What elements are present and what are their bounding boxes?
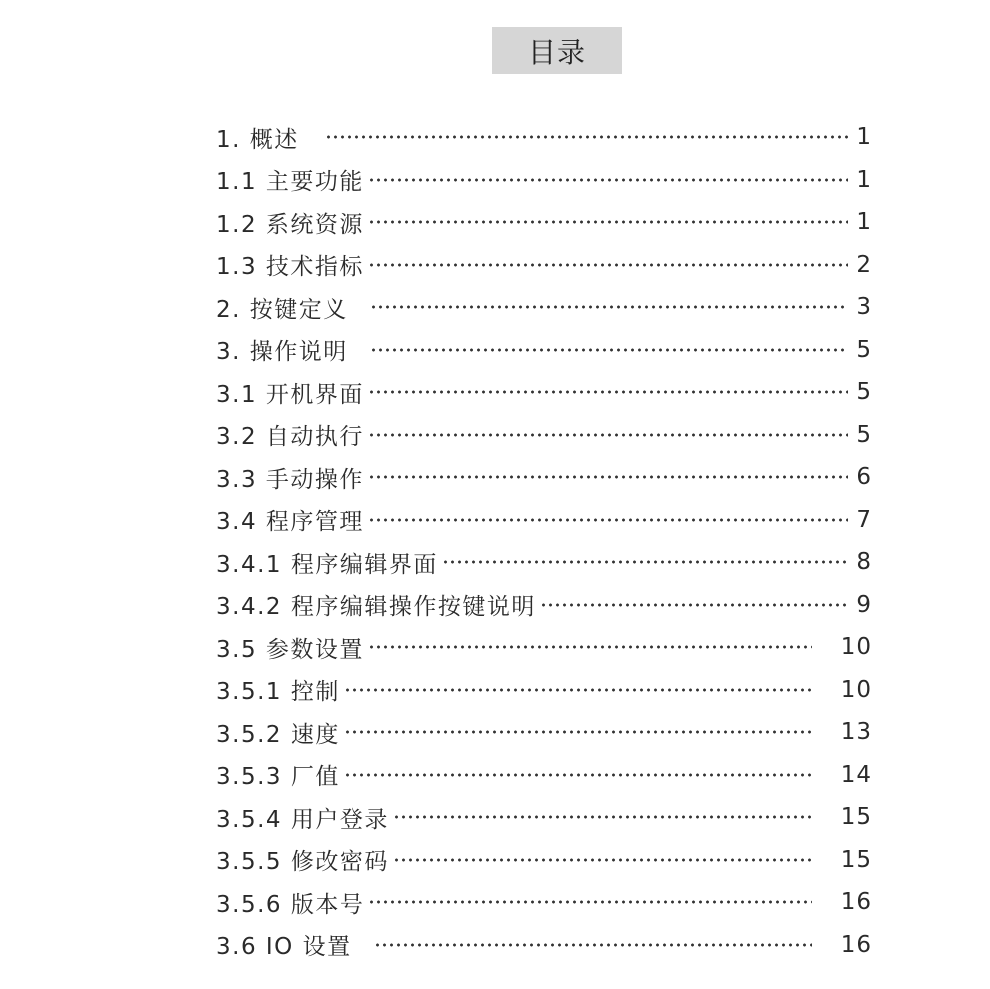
toc-dot-leader (368, 518, 848, 522)
toc-entry-page: 6 (856, 464, 872, 491)
toc-entry-label: 3.6 IO 设置 (216, 934, 352, 961)
toc-dot-leader (442, 560, 848, 564)
toc-entry[interactable] (216, 414, 872, 457)
toc-entry-page: 1 (856, 166, 872, 193)
toc-dot-leader (344, 730, 812, 734)
toc-entry-label: 3.4.2 程序编辑操作按键说明 (216, 594, 536, 621)
toc-entry-page: 15 (840, 804, 872, 831)
toc-entry[interactable] (216, 286, 872, 329)
toc-entry-page: 3 (856, 294, 872, 321)
toc-entry[interactable] (216, 371, 872, 414)
toc-entry-label: 3. 操作说明 (216, 339, 348, 366)
toc-entry-label: 1.2 系统资源 (216, 211, 364, 238)
toc-entry-page: 16 (840, 931, 872, 958)
toc-entry-label: 3.1 开机界面 (216, 381, 364, 408)
toc-entry[interactable] (216, 456, 872, 499)
toc-entry-label: 3.4.1 程序编辑界面 (216, 551, 438, 578)
toc-entry-label: 3.5.6 版本号 (216, 891, 365, 918)
toc-entry-page: 5 (856, 379, 872, 406)
toc-dot-leader (368, 220, 848, 224)
toc-entry-label: 3.5.2 速度 (216, 721, 340, 748)
toc-dot-leader (370, 348, 848, 352)
toc-dot-leader (325, 135, 848, 139)
toc-entry-page: 1 (856, 209, 872, 236)
toc-dot-leader (344, 688, 812, 692)
toc-entry[interactable] (216, 669, 872, 712)
toc-entry[interactable] (216, 924, 872, 967)
toc-entry-page: 16 (840, 889, 872, 916)
toc-dot-leader (368, 475, 848, 479)
toc-entry-page: 9 (856, 591, 872, 618)
toc-entry-label: 3.5.1 控制 (216, 679, 340, 706)
toc-entry-page: 10 (840, 634, 872, 661)
toc-entry-page: 7 (856, 506, 872, 533)
toc-entry-label: 3.5.5 修改密码 (216, 849, 389, 876)
toc-entry-page: 10 (840, 676, 872, 703)
toc-entry[interactable] (216, 754, 872, 797)
toc-entry-page: 13 (840, 719, 872, 746)
toc-entry[interactable] (216, 201, 872, 244)
toc-entry-label: 3.2 自动执行 (216, 424, 364, 451)
toc-entry[interactable] (216, 499, 872, 542)
toc-entry-page: 1 (856, 124, 872, 151)
toc-dot-leader (368, 433, 848, 437)
toc-dot-leader (374, 943, 812, 947)
toc-entry-label: 1.3 技术指标 (216, 254, 364, 281)
toc-entry-label: 3.5 参数设置 (216, 636, 364, 663)
toc-dot-leader (368, 645, 812, 649)
toc-entry-label: 3.5.3 厂值 (216, 764, 340, 791)
toc-entry-label: 2. 按键定义 (216, 296, 348, 323)
toc-entry[interactable] (216, 796, 872, 839)
toc-entry[interactable] (216, 159, 872, 202)
table-of-contents (216, 116, 872, 966)
toc-entry[interactable] (216, 116, 872, 159)
toc-entry-label: 1. 概述 (216, 126, 299, 153)
toc-entry-page: 2 (856, 251, 872, 278)
toc-entry[interactable] (216, 541, 872, 584)
toc-entry-page: 5 (856, 421, 872, 448)
toc-entry[interactable] (216, 881, 872, 924)
toc-title (492, 27, 622, 74)
toc-title-text: 目录 (527, 35, 586, 69)
toc-entry[interactable] (216, 839, 872, 882)
toc-entry-page: 15 (840, 846, 872, 873)
toc-entry-label: 3.4 程序管理 (216, 509, 364, 536)
toc-entry-label: 3.3 手动操作 (216, 466, 364, 493)
toc-entry[interactable] (216, 711, 872, 754)
toc-entry-page: 8 (856, 549, 872, 576)
toc-dot-leader (344, 773, 812, 777)
toc-dot-leader (540, 603, 848, 607)
toc-entry-label: 1.1 主要功能 (216, 169, 364, 196)
toc-entry[interactable] (216, 329, 872, 372)
toc-entry-page: 5 (856, 336, 872, 363)
toc-entry[interactable] (216, 584, 872, 627)
toc-dot-leader (368, 900, 812, 904)
toc-dot-leader (393, 858, 812, 862)
toc-dot-leader (368, 178, 848, 182)
toc-entry[interactable] (216, 626, 872, 669)
toc-entry[interactable] (216, 244, 872, 287)
toc-entry-label: 3.5.4 用户登录 (216, 806, 389, 833)
toc-dot-leader (370, 305, 848, 309)
toc-dot-leader (393, 815, 812, 819)
toc-dot-leader (368, 263, 848, 267)
toc-entry-page: 14 (840, 761, 872, 788)
toc-dot-leader (368, 390, 848, 394)
